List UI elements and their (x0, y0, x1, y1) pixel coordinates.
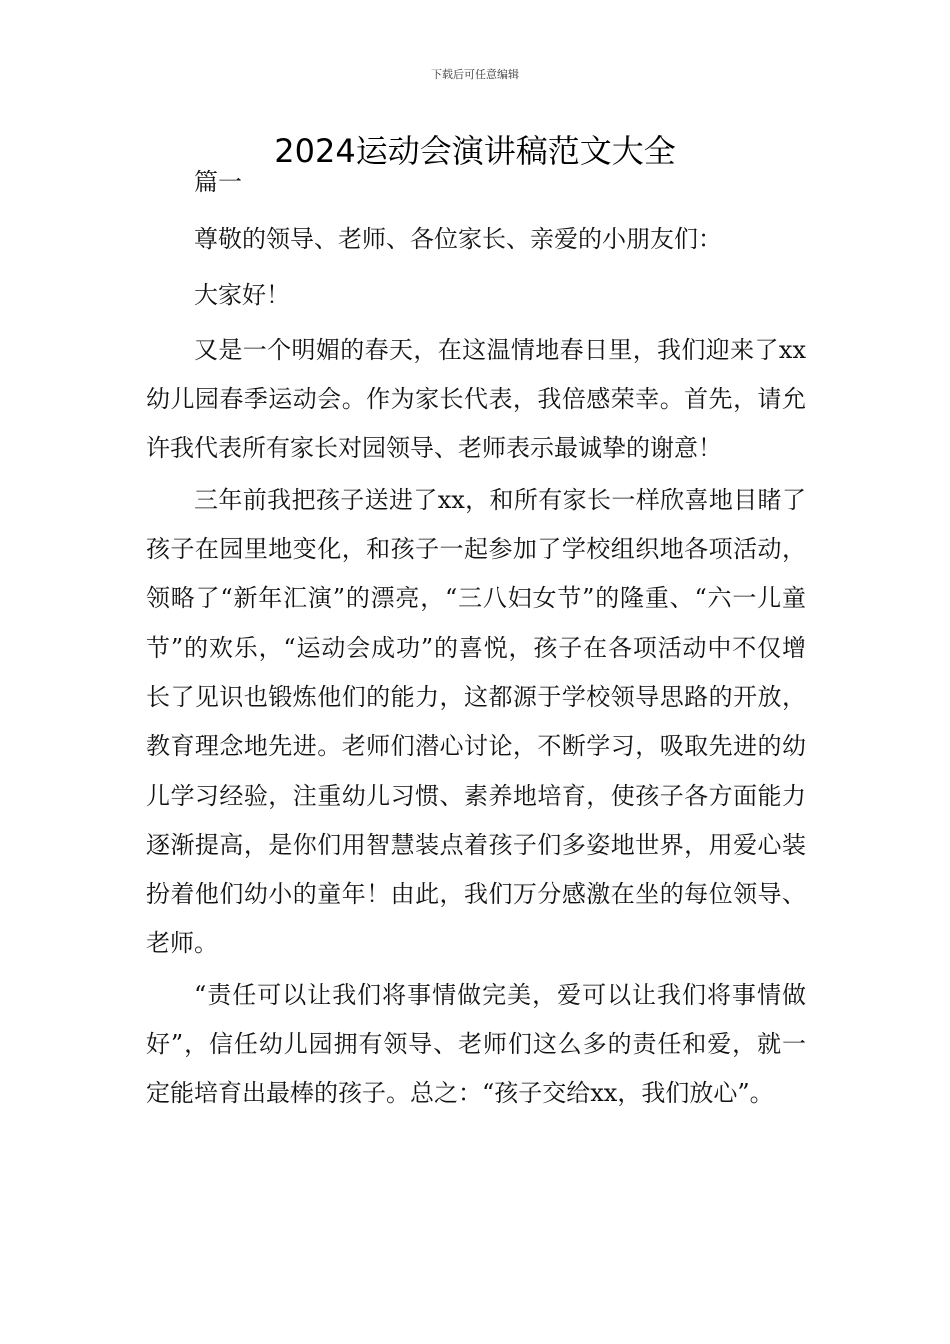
salutation: 尊敬的领导、老师、各位家长、亲爱的小朋友们： (194, 225, 722, 254)
paragraph: 又是一个明媚的春天，在这温情地春日里，我们迎来了xx幼儿园春季运动会。作为家长代表，我倍感荣幸。首先，请允许我代表所有家长对园领导、老师表示最诚挚的谢意！ (146, 335, 806, 463)
header-note: 下载后可任意编辑 (431, 68, 519, 81)
document-title: 2024运动会演讲稿范文大全 (274, 132, 676, 170)
document-body (146, 150, 806, 1119)
section-label: 篇一 (194, 168, 242, 196)
greeting: 大家好！ (194, 280, 290, 309)
paragraph: “责任可以让我们将事情做完美，爱可以让我们将事情做好”，信任幼儿园拥有领导、老师们这么多的责任和爱，就一定能培育出最棒的孩子。总之：“孩子交给xx，我们放心”。 (146, 980, 806, 1108)
paragraph: 三年前我把孩子送进了xx，和所有家长一样欣喜地目睹了孩子在园里地变化，和孩子一起参加了学校组织地各项活动，领略了“新年汇演”的漂亮，“三八妇女节”的隆重、“六一儿童节”的欢乐，“运动会成功”的喜悦，孩子在各项活动中不仅增长了见识也锻炼他们的能力，这都源于学校领导思路的开放，教育理念地先进。老师们潜心讨论，不断学习，吸取先进的幼儿学习经验，注重幼儿习惯、素养地培育，使孩子各方面能力逐渐提高，是你们用智慧装点着孩子们多姿地世界，用爱心装扮着他们幼小的童年！由此，我们万分感激在坐的每位领导、老师。 (146, 485, 806, 958)
